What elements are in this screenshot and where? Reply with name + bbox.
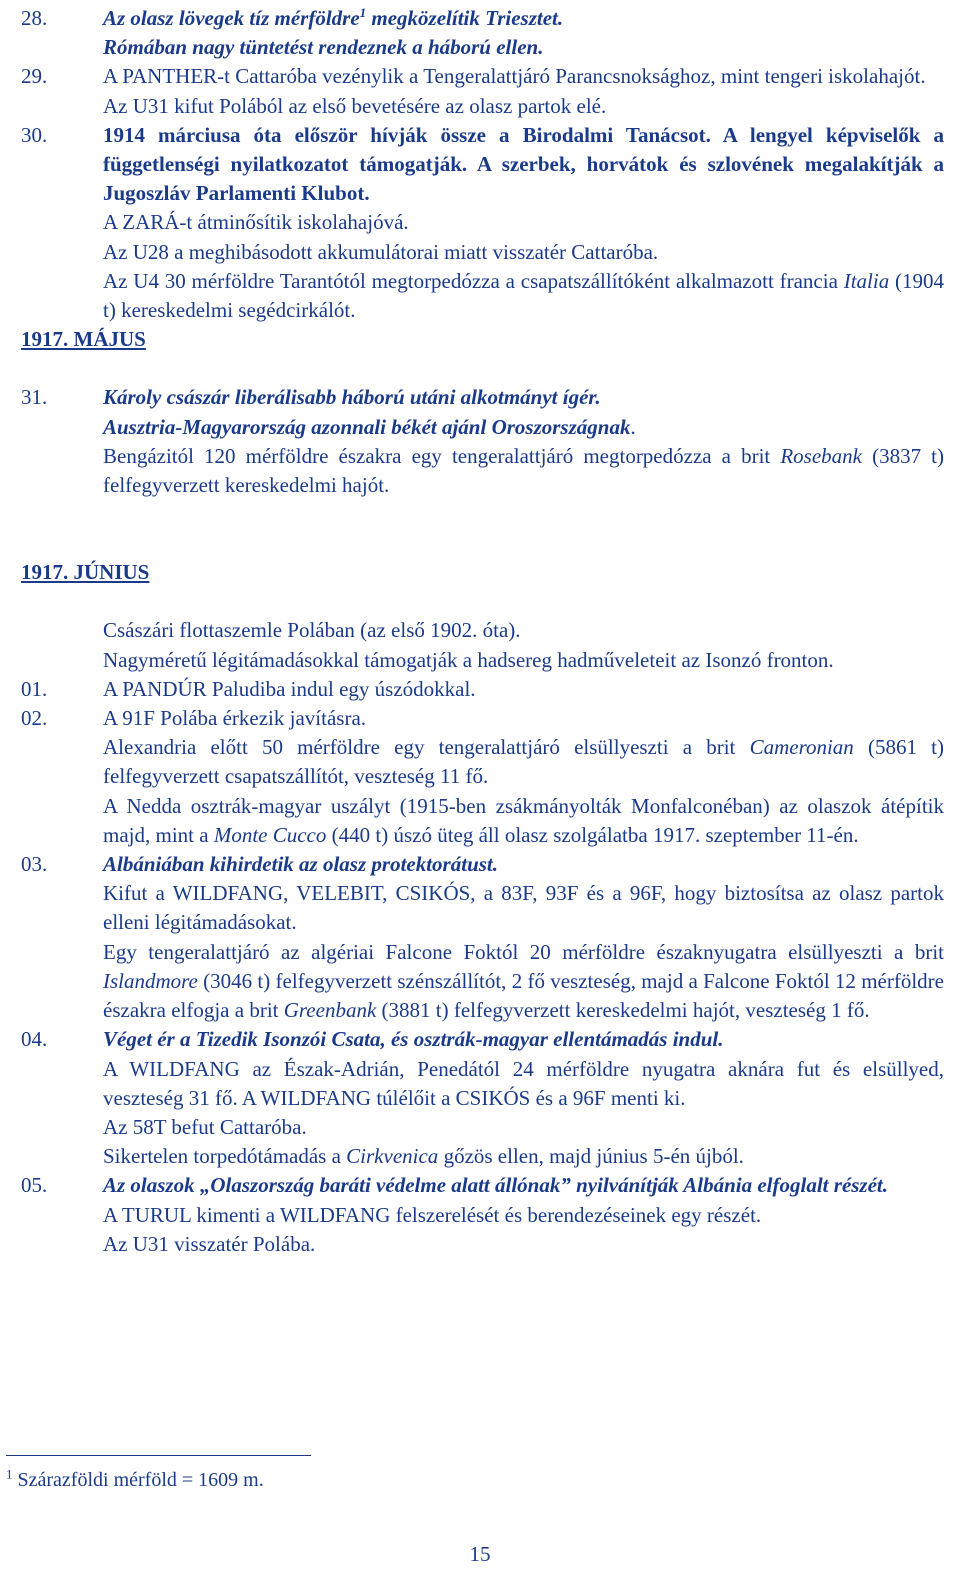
page-number: 15 — [469, 1542, 491, 1566]
entry-29: 29. A PANTHER-t Cattaróba vezénylik a Tengeralattjáró Parancsnoksághoz, mint tengeri iskolahajót. Az U31 kifut Polából az első bevetésére az olasz partok elé. — [21, 62, 944, 120]
entry-june-intro: Császári flottaszemle Polában (az első 1902. óta). Nagyméretű légitámadásokkal támogatják a hadsereg hadműveleteit az Isonzó fronton. — [103, 618, 834, 672]
day-number: 03. — [21, 852, 48, 877]
document-body — [21, 4, 944, 1259]
day-number: 02. — [21, 706, 48, 731]
entry-28: 28. Az olasz lövegek tíz mérföldre$^1$ megközelítik Triesztet. Rómában nagy tüntetést rendeznek a háború ellen. — [21, 4, 944, 62]
day-number: 28. — [21, 6, 48, 30]
day-number: 05. — [21, 1173, 48, 1198]
day-number: 29. — [21, 64, 48, 89]
footnote: $^1$ Szárazföldi mérföld = 1609 m. — [6, 1466, 264, 1491]
day-number: 30. — [21, 122, 48, 147]
entry-may-31: 31. Károly császár liberálisabb háború utáni alkotmányt ígér. Ausztria-Magyarország azonnali békét ajánl Oroszországnak. Bengázitól 120 mérföldre északra egy tengeralattjáró megtorpedózza a brit Rosebank (3837 t) felfegyverzett kereskedelmi hajót. — [21, 383, 944, 500]
footnote-divider — [6, 1455, 311, 1456]
day-number: 01. — [21, 676, 48, 701]
entry-june-03: 03. Albániában kihirdetik az olasz protektorátust. Kifut a WILDFANG, VELEBIT, CSIKÓS, a 83F, 93F és a 96F, hogy biztosítsa az olasz partok elleni légitámadásokat. Egy tengeralattjáró az algériai Falcone Foktól 20 mérföldre északnyugatra elsüllyeszti a brit Islandmore (3046 t) felfegyverzett szénszállítót, 2 fő veszteség, majd a Falcone Foktól 12 mérföldre északra elfogja a brit Greenbank (3881 t) felfegyverzett kereskedelmi hajót, veszteség 1 fő. — [21, 850, 944, 1025]
day-number: 31. — [21, 385, 48, 410]
day-number: 04. — [21, 1027, 48, 1052]
entry-june-05: 05. Az olaszok „Olaszország baráti védelme alatt állónak” nyilvánítják Albánia elfoglalt részét. A TURUL kimenti a WILDFANG felszerelését és berendezéseinek egy részét. Az U31 visszatér Polába. — [21, 1171, 944, 1259]
entry-june-04: 04. Véget ér a Tizedik Isonzói Csata, és osztrák-magyar ellentámadás indul. A WILDFANG az Észak-Adrián, Penedától 24 mérföldre nyugatra aknára fut és elsüllyed, veszteség 31 fő. A WILDFANG túlélőit a CSIKÓS és a 96F menti ki. Az 58T befut Cattaróba. Sikertelen torpedótámadás a Cirkvenica gőzös ellen, majd június 5-én újból. — [21, 1025, 944, 1171]
section-heading-may: 1917. MÁJUS — [21, 327, 146, 352]
entry-30: 30. 1914 márciusa óta először hívják össze a Birodalmi Tanácsot. A lengyel képviselők a függetlenségi nyilatkozatot támogatják. A szerbek, horvátok és szlovének megalakítják a Jugoszláv Parlamenti Klubot. A ZARÁ-t átminősítik iskolahajóvá. Az U28 a meghibásodott akkumulátorai miatt visszatér Cattaróba. Az U4 30 mérföldre Tarantótól megtorpedózza a csapatszállítóként alkalmazott francia Italia (1904 t) kereskedelmi segédcirkálót. — [21, 121, 944, 325]
entry-june-02: 02. A 91F Polába érkezik javításra. Alexandria előtt 50 mérföldre egy tengeralattjáró elsüllyeszti a brit Cameronian (5861 t) felfegyverzett csapatszállítót, veszteség 11 fő. A Nedda osztrák-magyar uszályt (1915-ben zsákmányolták Monfalconéban) az olaszok átépítik majd, mint a Monte Cucco (440 t) úszó üteg áll olasz szolgálatba 1917. szeptember 11-én. — [21, 704, 944, 850]
footnote-ref: 1 — [359, 5, 367, 20]
entry-june-01: 01. A PANDÚR Paludiba indul egy úszódokkal. — [21, 675, 944, 704]
section-heading-june: 1917. JÚNIUS — [21, 560, 150, 585]
